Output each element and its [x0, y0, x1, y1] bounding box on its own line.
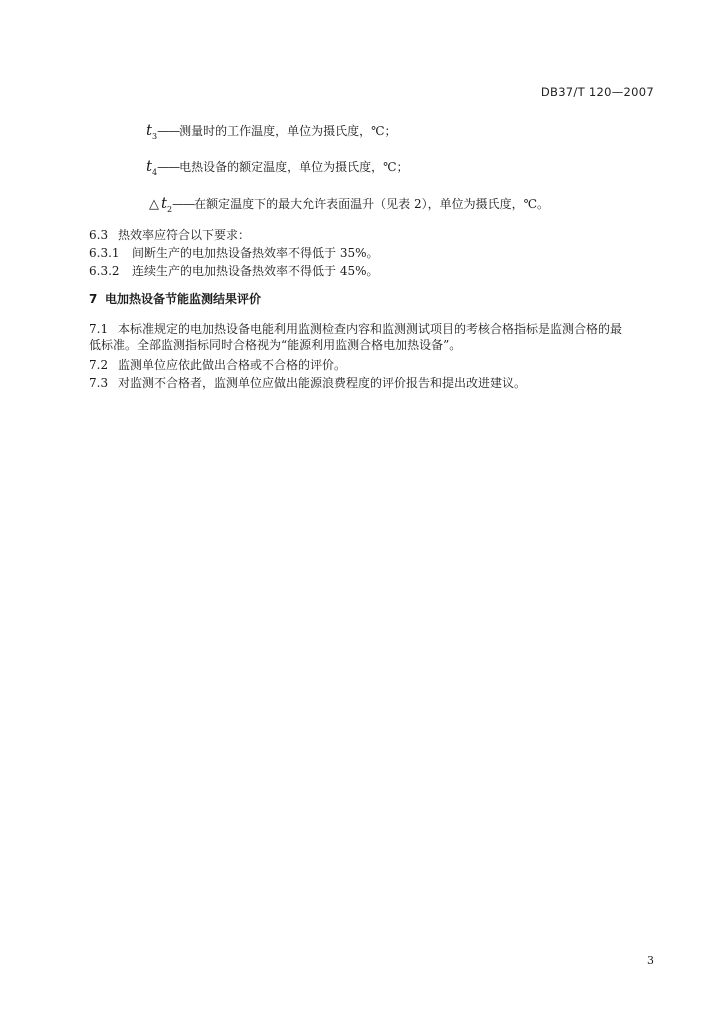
definition-t4: $t_4——$电热设备的额定温度，单位为摄氏度，℃；: [146, 157, 409, 177]
clause-7-2: 7.2 监测单位应依此做出合格或不合格的评价。: [89, 358, 347, 372]
page-number: 3: [647, 954, 654, 967]
section-7-heading: 7 电加热设备节能监测结果评价: [89, 292, 262, 306]
clause-6-3-2: 6.3.2 连续生产的电加热设备热效率不得低于 45%。: [89, 264, 379, 278]
standard-code: DB37/T 120—2007: [540, 85, 654, 99]
clause-6-3: 6.3 热效率应符合以下要求：: [89, 228, 251, 242]
delta-symbol: △: [149, 197, 159, 212]
symbol: $t_2$: [161, 194, 173, 214]
definition-delta-t2: △ $t_2——$在额定温度下的最大允许表面温升（见表 2），单位为摄氏度，℃。: [149, 194, 550, 214]
clause-6-3-1: 6.3.1 间断生产的电加热设备热效率不得低于 35%。: [89, 246, 379, 260]
clause-7-1: 7.1 本标准规定的电加热设备电能利用监测检查内容和监测测试项目的考核合格指标是监测合格的最 低标准。全部监测指标同时合格视为“能源利用监测合格电加热设备”。: [89, 322, 623, 352]
clause-7-3: 7.3 对监测不合格者，监测单位应做出能源浪费程度的评价报告和提出改进建议。: [89, 376, 527, 390]
symbol: $t_3$: [146, 121, 158, 141]
symbol: $t_4$: [146, 157, 158, 177]
definition-t3: $t_3——$测量时的工作温度，单位为摄氏度，℃；: [146, 121, 397, 141]
